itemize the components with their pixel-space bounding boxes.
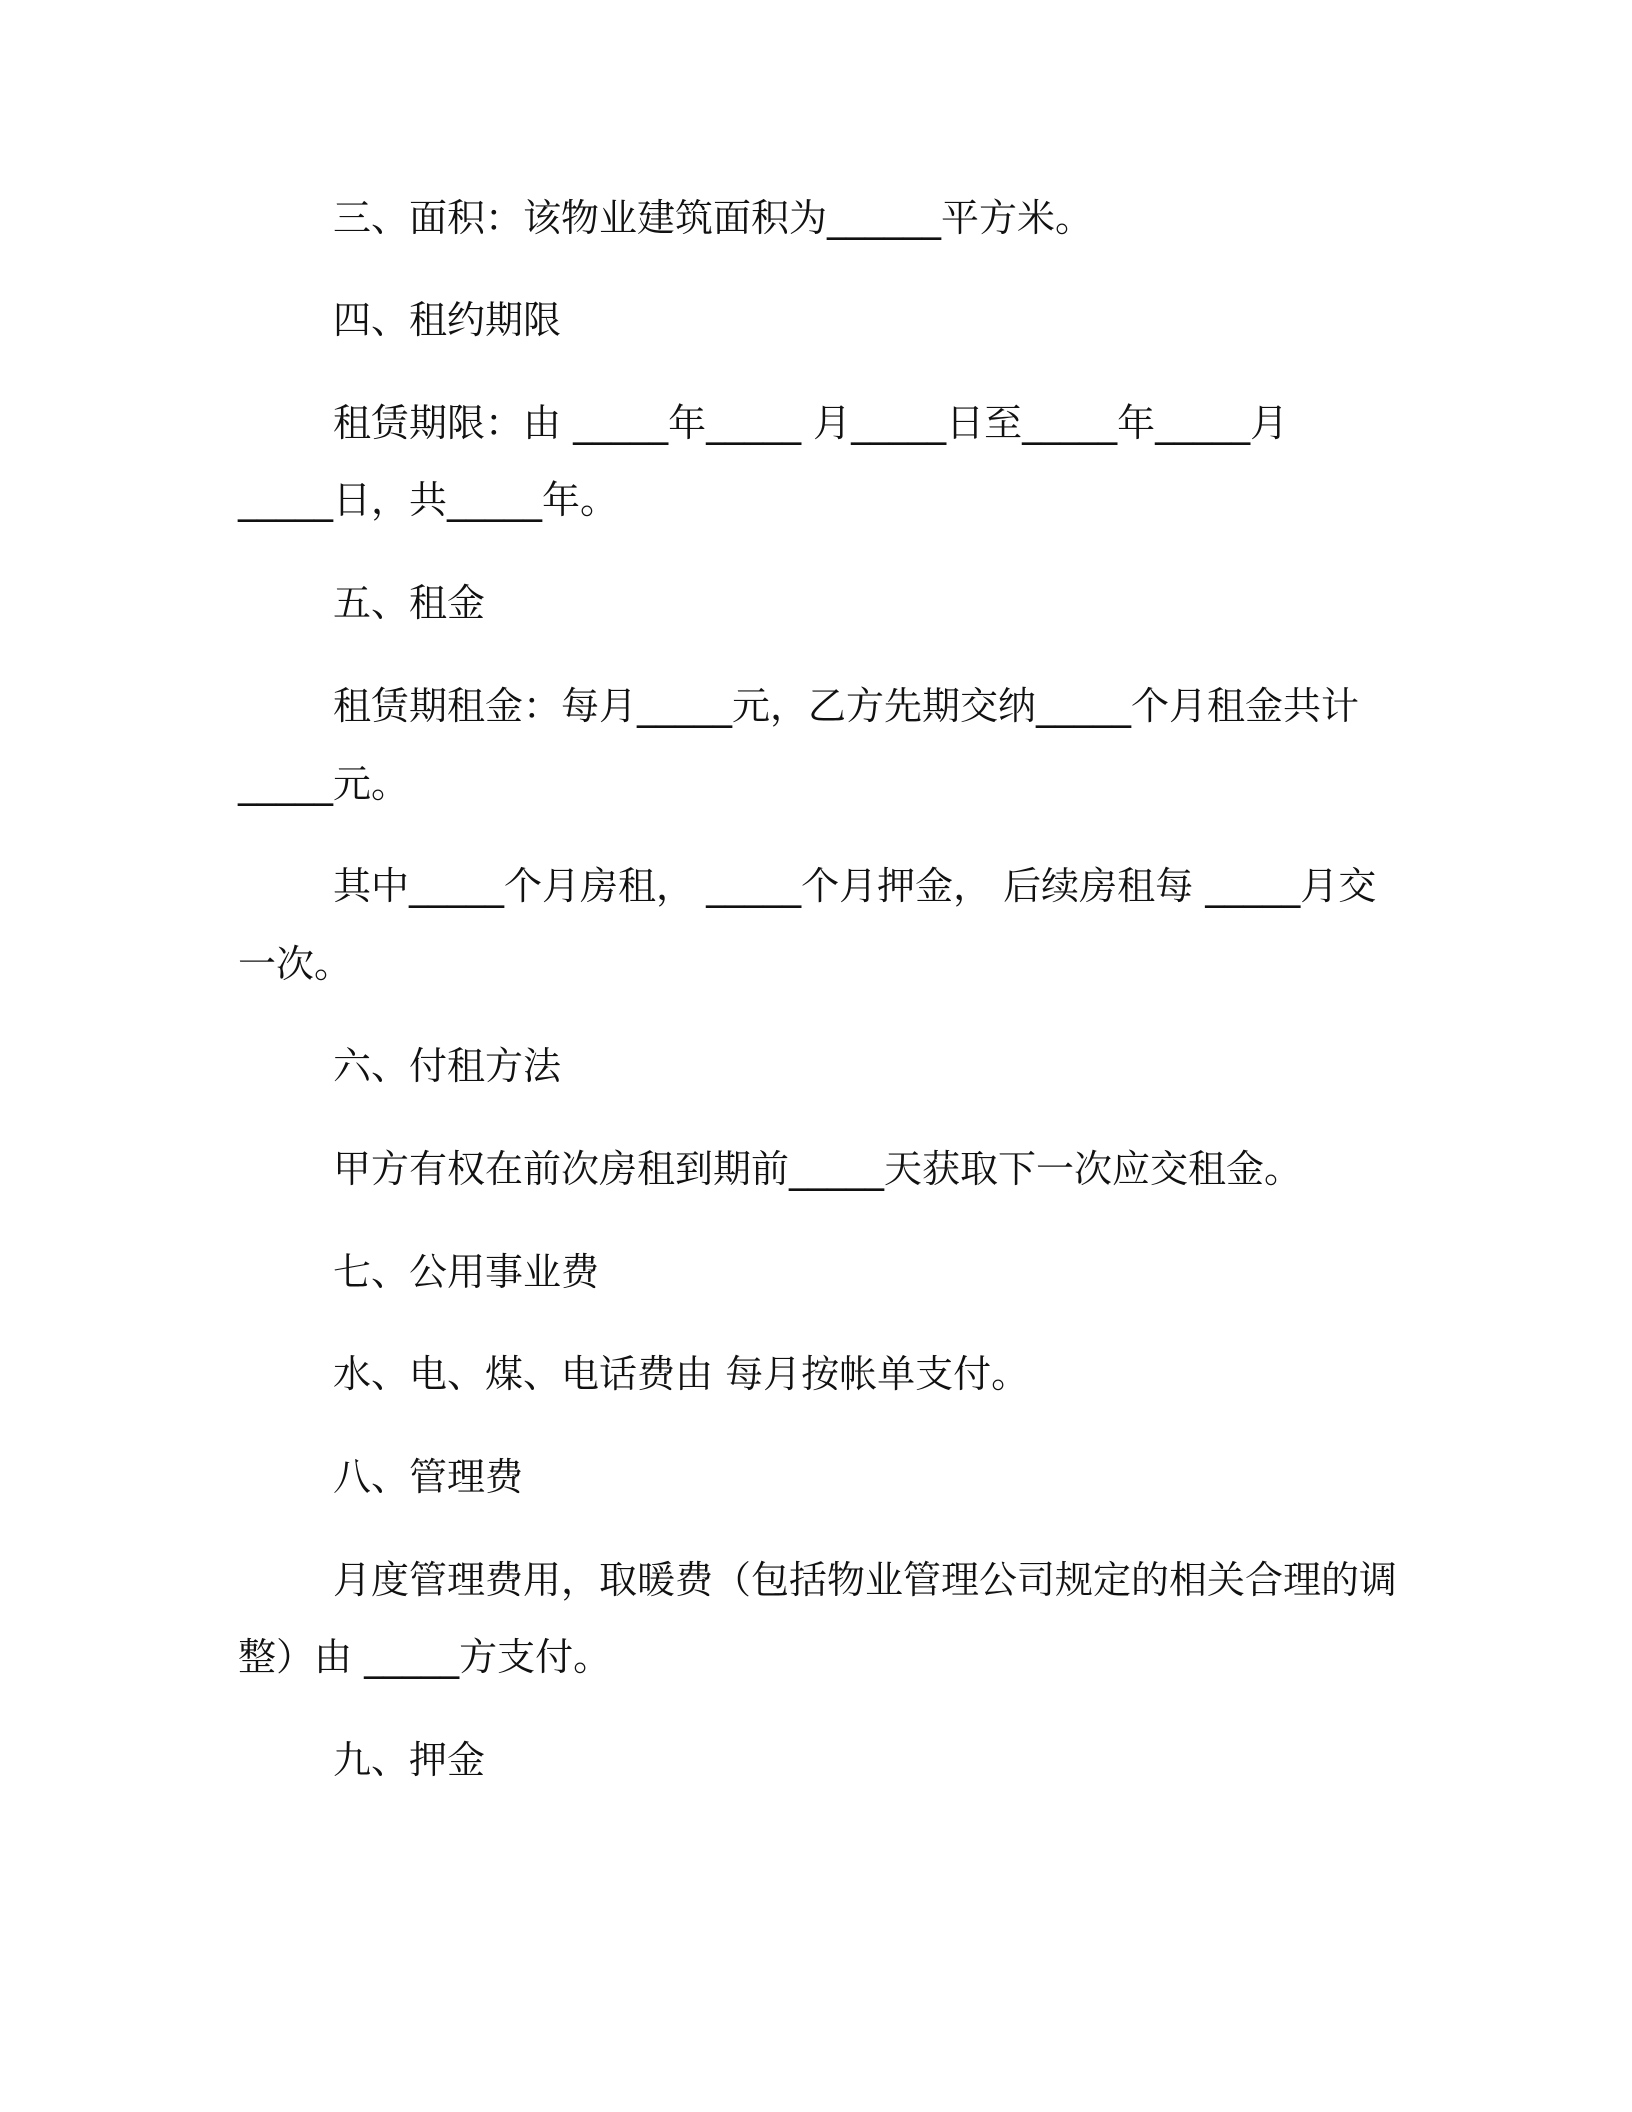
payment-method-text: 甲方有权在前次房租到期前_____天获取下一次应交租金。 [333, 1147, 1303, 1191]
management-fee-line-2: 整）由 _____方支付。 [238, 1635, 612, 1679]
heading-4-lease-term: 四、租约期限 [333, 298, 562, 342]
lease-period-line-2: _____日，共_____年。 [238, 478, 619, 522]
lease-period-line-1: 租赁期限：由 _____年_____ 月_____日至_____年_____月 [333, 401, 1289, 445]
rent-deposit-line-2: 一次。 [238, 942, 353, 986]
utilities-text: 水、电、煤、电话费由 每月按帐单支付。 [333, 1352, 1030, 1396]
clause-3-area: 三、面积：该物业建筑面积为______平方米。 [333, 196, 1094, 240]
heading-9-deposit: 九、押金 [333, 1738, 486, 1782]
heading-5-rent: 五、租金 [333, 581, 486, 625]
heading-6-payment-method: 六、付租方法 [333, 1044, 562, 1088]
heading-7-utilities: 七、公用事业费 [333, 1250, 600, 1294]
heading-8-management-fee: 八、管理费 [333, 1455, 524, 1499]
management-fee-line-1: 月度管理费用，取暖费（包括物业管理公司规定的相关合理的调 [333, 1558, 1398, 1602]
rent-deposit-line-1: 其中_____个月房租， _____个月押金， 后续房租每 _____月交 [333, 864, 1377, 908]
rent-amount-line-1: 租赁期租金：每月_____元，乙方先期交纳_____个月租金共计 [333, 684, 1360, 728]
rent-amount-line-2: _____元。 [238, 762, 410, 806]
